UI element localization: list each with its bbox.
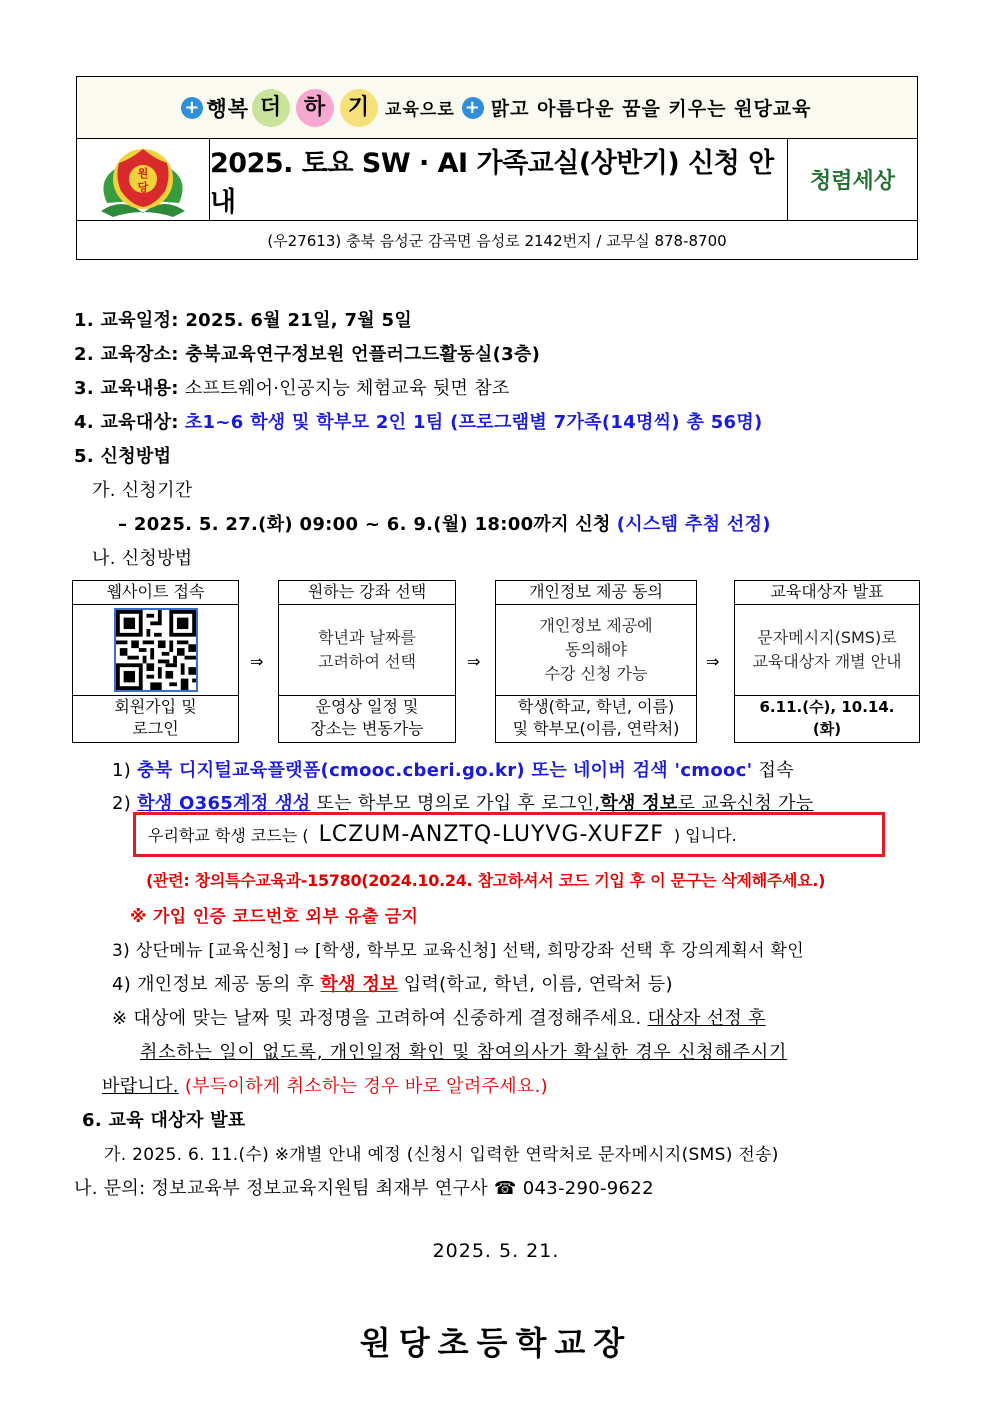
school-logo <box>77 139 210 220</box>
period-heading: 가. 신청기간 <box>92 480 193 501</box>
flow-foot: 6.11.(수), 10.14. (화) <box>735 695 919 741</box>
item-method: 5. 신청방법 <box>74 446 172 467</box>
flow-foot: 학생(학교, 학년, 이름) 및 학부모(이름, 연락처) <box>496 695 696 741</box>
inquiry-contact: 나. 문의: 정보교육부 정보교육지원팀 최재부 연구사 ☎ 043-290-9622 <box>74 1178 654 1199</box>
principal-signature: 원당초등학교장 <box>359 1324 633 1362</box>
step-4: 4) 개인정보 제공 동의 후 학생 정보 입력(학교, 학년, 이름, 연락처 등) <box>112 974 673 995</box>
item-announce: 6. 교육 대상자 발표 <box>82 1110 246 1131</box>
flow-body: 문자메시지(SMS)로 교육대상자 개별 안내 <box>752 628 902 671</box>
warning-line-2: 취소하는 일이 없도록, 개인일정 확인 및 참여의사가 확실한 경우 신청해주시기 <box>140 1042 788 1063</box>
flow-step-website <box>72 580 239 743</box>
flow-step-announce <box>734 580 920 743</box>
step-2: 2) 학생 O365계정 생성 또는 학부모 명의로 가입 후 로그인,학생 정보로 교육신청 가능 <box>112 793 814 814</box>
warning-line-1: ※ 대상에 맞는 날짜 및 과정명을 고려하여 신중하게 결정해주세요. 대상자 선정 후 <box>112 1008 766 1029</box>
flow-step-consent <box>495 580 697 743</box>
slogan-happy: 행복 <box>206 96 250 121</box>
school-code-box <box>133 812 885 857</box>
code-prefix: 우리학교 학생 코드는 ( <box>148 826 309 845</box>
flow-head: 원하는 강좌 선택 <box>279 581 455 605</box>
slogan-bubble-3: 기 <box>340 89 378 127</box>
slogan-education: 교육으로 <box>385 100 455 120</box>
reference-note: (관련: 창의특수교육과-15780(2024.10.24. 참고하셔서 코드 기입 후 이 문구는 삭제해주세요.) <box>146 871 826 890</box>
slogan-bubble-2: 하 <box>296 89 334 127</box>
step-1: 1) 충북 디지털교육플랫폼(cmooc.cberi.go.kr) 또는 네이버 검색 'cmooc' 접속 <box>112 760 794 781</box>
flow-head: 교육대상자 발표 <box>735 581 919 605</box>
step-3: 3) 상단메뉴 [교육신청] ⇨ [학생, 학부모 교육신청] 선택, 희망강좌 선택 후 강의계획서 확인 <box>112 941 804 961</box>
announce-date: 가. 2025. 6. 11.(수) ※개별 안내 예정 (신청시 입력한 연락처로 문자메시지(SMS) 전송) <box>104 1145 779 1165</box>
slogan-bar <box>77 77 917 139</box>
code-secret-note: ※ 가입 인증 코드번호 외부 유출 금지 <box>130 907 419 927</box>
plus-icon: + <box>462 97 484 119</box>
school-emblem-icon <box>93 141 193 219</box>
slogan-tail: 맑고 아름다운 꿈을 키우는 원당교육 <box>490 98 812 120</box>
period-line: – 2025. 5. 27.(화) 09:00 ~ 6. 9.(월) 18:00까지 신청 (시스템 추첨 선정) <box>118 514 771 535</box>
flow-arrow: ⇒ <box>467 652 481 671</box>
plus-icon: + <box>181 97 203 119</box>
flow-head: 웹사이트 접속 <box>73 581 238 605</box>
method-heading: 나. 신청방법 <box>92 548 193 569</box>
flow-arrow: ⇒ <box>706 652 720 671</box>
flow-step-course <box>278 580 456 743</box>
flow-foot: 운영상 일정 및 장소는 변동가능 <box>279 695 455 741</box>
slogan-bubble-1: 더 <box>252 89 290 127</box>
item-schedule: 1. 교육일정: 2025. 6월 21일, 7월 5일 <box>74 310 413 331</box>
flow-foot: 회원가입 및 로그인 <box>73 695 238 741</box>
page-title: 2025. 토요 SW · AI 가족교실(상반기) 신청 안내 <box>210 147 774 218</box>
flow-body: 개인정보 제공에 동의해야 수강 신청 가능 <box>539 616 653 683</box>
emblem-text-1: 원 <box>137 166 149 180</box>
title-row <box>77 139 917 221</box>
item-place: 2. 교육장소: 충북교육연구정보원 언플러그드활동실(3층) <box>74 344 541 365</box>
school-address: (우27613) 충북 음성군 감곡면 음성로 2142번지 / 교무실 878-8700 <box>267 231 727 250</box>
qr-code-icon <box>114 608 198 692</box>
flow-arrow: ⇒ <box>250 652 264 671</box>
clean-world-logo: 청렴세상 <box>787 139 917 220</box>
flow-head: 개인정보 제공 동의 <box>496 581 696 605</box>
document-header <box>76 76 918 260</box>
item-content: 3. 교육내용: 소프트웨어·인공지능 체험교육 뒷면 참조 <box>74 378 510 399</box>
emblem-text-2: 당 <box>137 180 149 194</box>
item-target: 4. 교육대상: 초1~6 학생 및 학부모 2인 1팀 (프로그램별 7가족(14명씩) 총 56명) <box>74 412 763 433</box>
code-suffix: ) 입니다. <box>673 826 737 845</box>
flow-body: 학년과 날짜를 고려하여 선택 <box>318 628 416 671</box>
document-date: 2025. 5. 21. <box>432 1240 560 1262</box>
qr-code-area <box>73 605 238 695</box>
warning-line-3: 바랍니다. (부득이하게 취소하는 경우 바로 알려주세요.) <box>102 1076 548 1097</box>
school-code: LCZUM-ANZTQ-LUYVG-XUFZF <box>318 822 664 847</box>
